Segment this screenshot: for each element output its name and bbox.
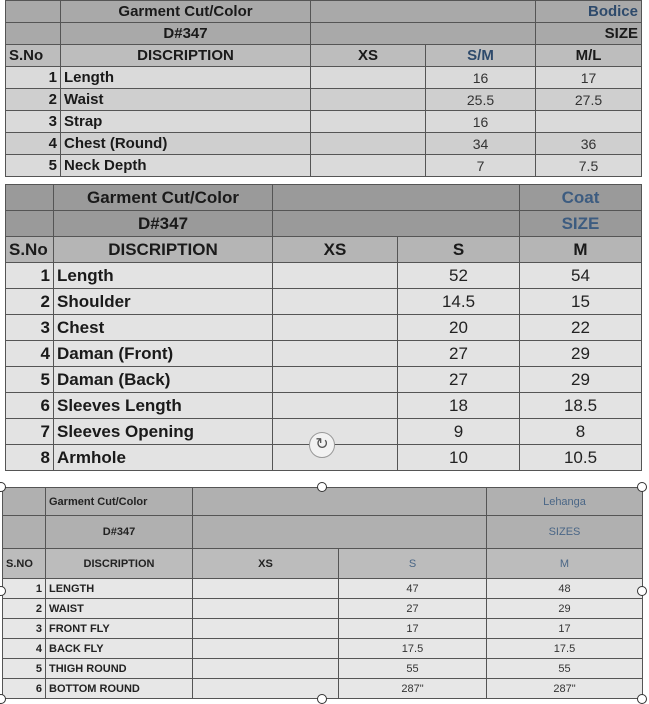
row-size-s: 18 [398,393,520,419]
bodice-type-label: Bodice [536,1,642,23]
row-size-m: 17 [487,619,643,639]
lehanga-garment-label: Garment Cut/Color [46,488,193,516]
row-size-s: 27 [339,599,487,619]
table-row [6,111,642,133]
row-size-m: 10.5 [520,445,642,471]
row-size-s: 27 [398,341,520,367]
row-size-s: 16 [426,67,536,89]
bodice-size-label: SIZE [536,23,642,45]
lehanga-table [2,487,643,699]
row-description: Chest (Round) [61,133,311,155]
row-size-m: 17.5 [487,639,643,659]
row-number: 4 [6,133,61,155]
table-row [3,579,643,599]
bodice-col-s: S/M [426,45,536,67]
coat-table [5,184,642,471]
resize-handle-top[interactable] [317,482,327,492]
lehanga-col-s: S [339,549,487,579]
table-row [3,639,643,659]
row-size-s: 14.5 [398,289,520,315]
bodice-col-m: M/L [536,45,642,67]
row-number: 2 [3,599,46,619]
table-row [6,263,642,289]
row-size-m: 29 [520,341,642,367]
row-size-m: 18.5 [520,393,642,419]
row-size-m: 27.5 [536,89,642,111]
coat-col-s: S [398,237,520,263]
table-row [6,89,642,111]
lehanga-col-sno: S.NO [3,549,46,579]
row-size-m: 17 [536,67,642,89]
row-size-s: 16 [426,111,536,133]
row-description: Length [54,263,273,289]
row-description: Neck Depth [61,155,311,177]
row-size-s: 52 [398,263,520,289]
row-number: 4 [6,341,54,367]
row-size-m: 36 [536,133,642,155]
row-size-s: 55 [339,659,487,679]
row-description: LENGTH [46,579,193,599]
lehanga-design-number: D#347 [46,516,193,549]
row-description: THIGH ROUND [46,659,193,679]
row-description: WAIST [46,599,193,619]
coat-garment-label: Garment Cut/Color [54,185,273,211]
row-number: 5 [6,155,61,177]
row-size-m: 48 [487,579,643,599]
row-size-m: 8 [520,419,642,445]
row-size-m: 7.5 [536,155,642,177]
rotate-handle-icon[interactable]: ↻ [309,432,335,458]
row-number: 1 [6,67,61,89]
row-size-m: 29 [487,599,643,619]
row-number: 4 [3,639,46,659]
coat-col-m: M [520,237,642,263]
coat-size-label: SIZE [520,211,642,237]
lehanga-type-label: Lehanga [487,488,643,516]
coat-col-desc: DISCRIPTION [54,237,273,263]
table-row [6,289,642,315]
row-size-s: 7 [426,155,536,177]
row-size-s: 9 [398,419,520,445]
row-size-s: 10 [398,445,520,471]
row-size-m: 29 [520,367,642,393]
row-number: 6 [6,393,54,419]
table-row [6,315,642,341]
row-description: Daman (Back) [54,367,273,393]
coat-type-label: Coat [520,185,642,211]
row-description: Armhole [54,445,273,471]
row-size-m: 287" [487,679,643,699]
row-description: Strap [61,111,311,133]
resize-handle-mid-right[interactable] [637,586,647,596]
row-size-s: 17.5 [339,639,487,659]
row-number: 3 [3,619,46,639]
table-row [6,341,642,367]
bodice-col-desc: DISCRIPTION [61,45,311,67]
bodice-design-number: D#347 [61,23,311,45]
bodice-col-xs: XS [311,45,426,67]
lehanga-col-m: M [487,549,643,579]
row-size-s: 27 [398,367,520,393]
row-description: Chest [54,315,273,341]
row-size-s: 25.5 [426,89,536,111]
row-number: 1 [6,263,54,289]
row-size-s: 20 [398,315,520,341]
coat-design-number: D#347 [54,211,273,237]
row-description: FRONT FLY [46,619,193,639]
bodice-table [5,0,642,177]
row-description: Length [61,67,311,89]
table-row [6,133,642,155]
row-number: 5 [3,659,46,679]
row-number: 3 [6,111,61,133]
row-size-m: 22 [520,315,642,341]
coat-col-sno: S.No [6,237,54,263]
row-description: Sleeves Length [54,393,273,419]
bodice-col-sno: S.No [6,45,61,67]
table-row [6,155,642,177]
row-number: 3 [6,315,54,341]
coat-col-xs: XS [273,237,398,263]
row-size-s: 17 [339,619,487,639]
row-description: Waist [61,89,311,111]
table-row [3,659,643,679]
row-size-s: 34 [426,133,536,155]
row-number: 7 [6,419,54,445]
table-row [6,367,642,393]
table-row [3,599,643,619]
row-description: BOTTOM ROUND [46,679,193,699]
table-row [6,67,642,89]
resize-handle-right[interactable] [637,482,647,492]
row-size-s: 287" [339,679,487,699]
lehanga-size-label: SIZES [487,516,643,549]
row-description: Sleeves Opening [54,419,273,445]
row-number: 8 [6,445,54,471]
row-size-m: 15 [520,289,642,315]
row-number: 1 [3,579,46,599]
table-row [6,393,642,419]
row-size-s: 47 [339,579,487,599]
row-number: 2 [6,289,54,315]
row-size-m: 54 [520,263,642,289]
row-description: BACK FLY [46,639,193,659]
row-number: 6 [3,679,46,699]
lehanga-col-xs: XS [193,549,339,579]
table-row [3,619,643,639]
row-size-m [536,111,642,133]
lehanga-col-desc: DISCRIPTION [46,549,193,579]
row-size-m: 55 [487,659,643,679]
row-number: 5 [6,367,54,393]
row-number: 2 [6,89,61,111]
row-description: Shoulder [54,289,273,315]
row-description: Daman (Front) [54,341,273,367]
bodice-garment-label: Garment Cut/Color [61,1,311,23]
